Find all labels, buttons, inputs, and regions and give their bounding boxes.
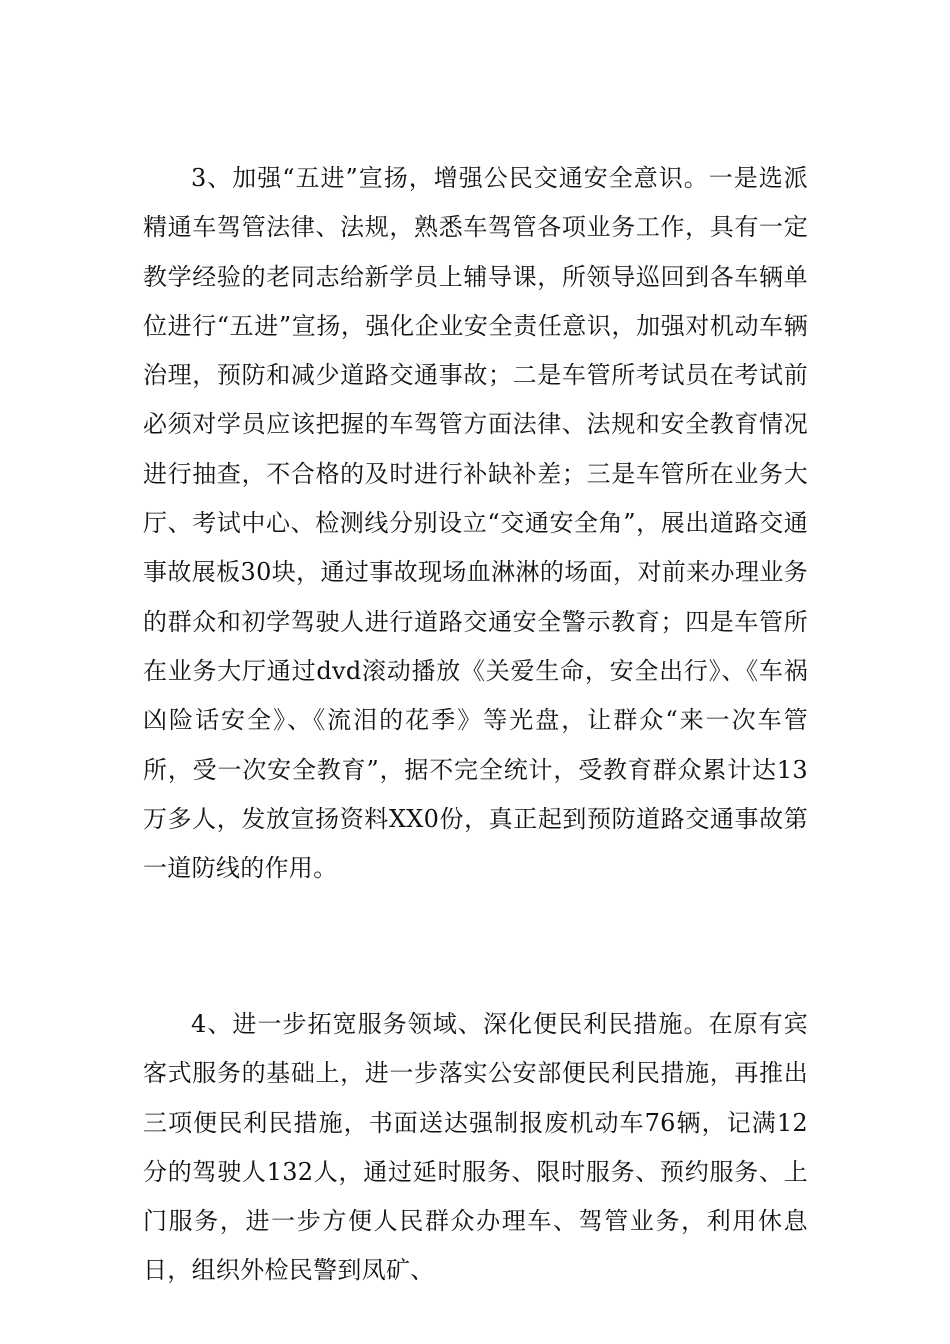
paragraph-service: 4、进一步拓宽服务领域、深化便民利民措施。在原有宾客式服务的基础上，进一步落实公安部便民利民措施，再推出三项便民利民措施，书面送达强制报废机动车76辆，记满12分的驾驶人132人，通过延时服务、限时服务、预约服务、上门服务，进一步方便人民群众办理车、驾管业务，利用休息日，组织外检民警到凤矿、 (143, 1010, 808, 1285)
paragraph-publicity: 3、加强“五进”宣扬，增强公民交通安全意识。一是选派精通车驾管法律、法规，熟悉车驾管各项业务工作，具有一定教学经验的老同志给新学员上辅导课，所领导巡回到各车辆单位进行“五进”宣扬，强化企业安全责任意识，加强对机动车辆治理，预防和减少道路交通事故；二是车管所考试员在考试前必须对学员应该把握的车驾管方面法律、法规和安全教育情况进行抽查，不合格的及时进行补缺补差；三是车管所在业务大厅、考试中心、检测线分别设立“交通安全角”，展出道路交通事故展板30块，通过事故现场血淋淋的场面，对前来办理业务的群众和初学驾驶人进行道路交通安全警示教育；四是车管所在业务大厅通过dvd滚动播放《关爱生命，安全出行》、《车祸凶险话安全》、《流泪的花季》等光盘，让群众“来一次车管所，受一次安全教育”，据不完全统计，受教育群众累计达13万多人，发放宣扬资料XX0份，真正起到预防道路交通事故第一道防线的作用。 (143, 164, 808, 883)
